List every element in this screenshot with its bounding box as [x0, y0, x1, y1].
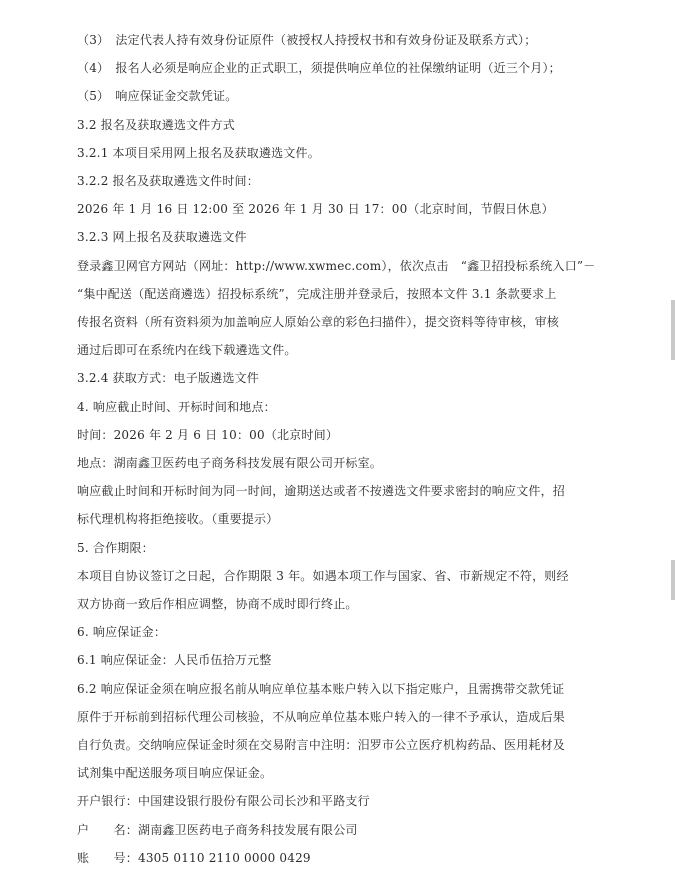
paragraph-line: 响应截止时间和开标时间为同一时间，逾期送达或者不按遴选文件要求密封的响应文件，招: [77, 484, 566, 498]
paragraph-line: 传报名资料（所有资料须为加盖响应人原始公章的彩色扫描件），提交资料等待审核，审核: [77, 315, 560, 329]
paragraph-line: 本项目自协议签订之日起，合作期限 3 年。如遇本项工作与国家、省、市新规定不符，则经: [77, 569, 569, 583]
paragraph-line: 6.2 响应保证金须在响应报名前从响应单位基本账户转入以下指定账户，且需携带交款凭证: [77, 682, 565, 696]
list-item-5: （5） 响应保证金交款凭证。: [77, 89, 238, 103]
section-heading-4: 4. 响应截止时间、开标时间和地点：: [77, 400, 276, 414]
section-heading-6: 6. 响应保证金：: [77, 625, 167, 639]
paragraph-line: 自行负责。交纳响应保证金时须在交易附言中注明：汨罗市公立医疗机构药品、医用耗材及: [77, 738, 566, 752]
section-heading-5: 5. 合作期限：: [77, 541, 154, 555]
paragraph-line: 试剂集中配送服务项目响应保证金。: [77, 766, 273, 780]
account-number: 账 号：4305 0110 2110 0000 0429: [77, 851, 311, 865]
list-item-3: （3） 法定代表人持有效身份证原件（被授权人持授权书和有效身份证及联系方式）；: [77, 33, 537, 47]
account-holder: 户 名：湖南鑫卫医药电子商务科技发展有限公司: [77, 823, 358, 837]
clause-3-2-1: 3.2.1 本项目采用网上报名及获取遴选文件。: [77, 146, 320, 160]
clause-3-2-4: 3.2.4 获取方式：电子版遴选文件: [77, 371, 259, 385]
opening-location: 地点：湖南鑫卫医药电子商务科技发展有限公司开标室。: [77, 456, 383, 470]
paragraph-line: 登录鑫卫网官方网站（网址：http://www.xwmec.com），依次点击 “鑫卫招投标系统入口”－: [77, 259, 596, 273]
registration-time: 2026 年 1 月 16 日 12:00 至 2026 年 1 月 30 日 17：00（北京时间，节假日休息）: [77, 202, 554, 216]
section-heading-3-2: 3.2 报名及获取遴选文件方式: [77, 118, 235, 132]
bank-name: 开户银行：中国建设银行股份有限公司长沙和平路支行: [77, 794, 370, 808]
clause-6-1: 6.1 响应保证金：人民币伍拾万元整: [77, 653, 272, 667]
paragraph-line: 通过后即可在系统内在线下载遴选文件。: [77, 343, 297, 357]
page-edge-mark: [671, 300, 675, 360]
paragraph-line: 标代理机构将拒绝接收。（重要提示）: [77, 512, 279, 526]
clause-3-2-3: 3.2.3 网上报名及获取遴选文件: [77, 230, 247, 244]
paragraph-line: 原件于开标前到招标代理公司核验，不从响应单位基本账户转入的一律不予承认，造成后果: [77, 710, 566, 724]
clause-3-2-2: 3.2.2 报名及获取遴选文件时间：: [77, 174, 259, 188]
paragraph-line: 双方协商一致后作相应调整，协商不成时即行终止。: [77, 597, 358, 611]
page-edge-mark: [671, 560, 675, 600]
list-item-4: （4） 报名人必须是响应企业的正式职工，须提供响应单位的社保缴纳证明（近三个月）；: [77, 61, 561, 75]
deadline-time: 时间：2026 年 2 月 6 日 10：00（北京时间）: [77, 428, 339, 442]
paragraph-line: “集中配送（配送商遴选）招投标系统”，完成注册并登录后，按照本文件 3.1 条款要求上: [77, 287, 557, 301]
